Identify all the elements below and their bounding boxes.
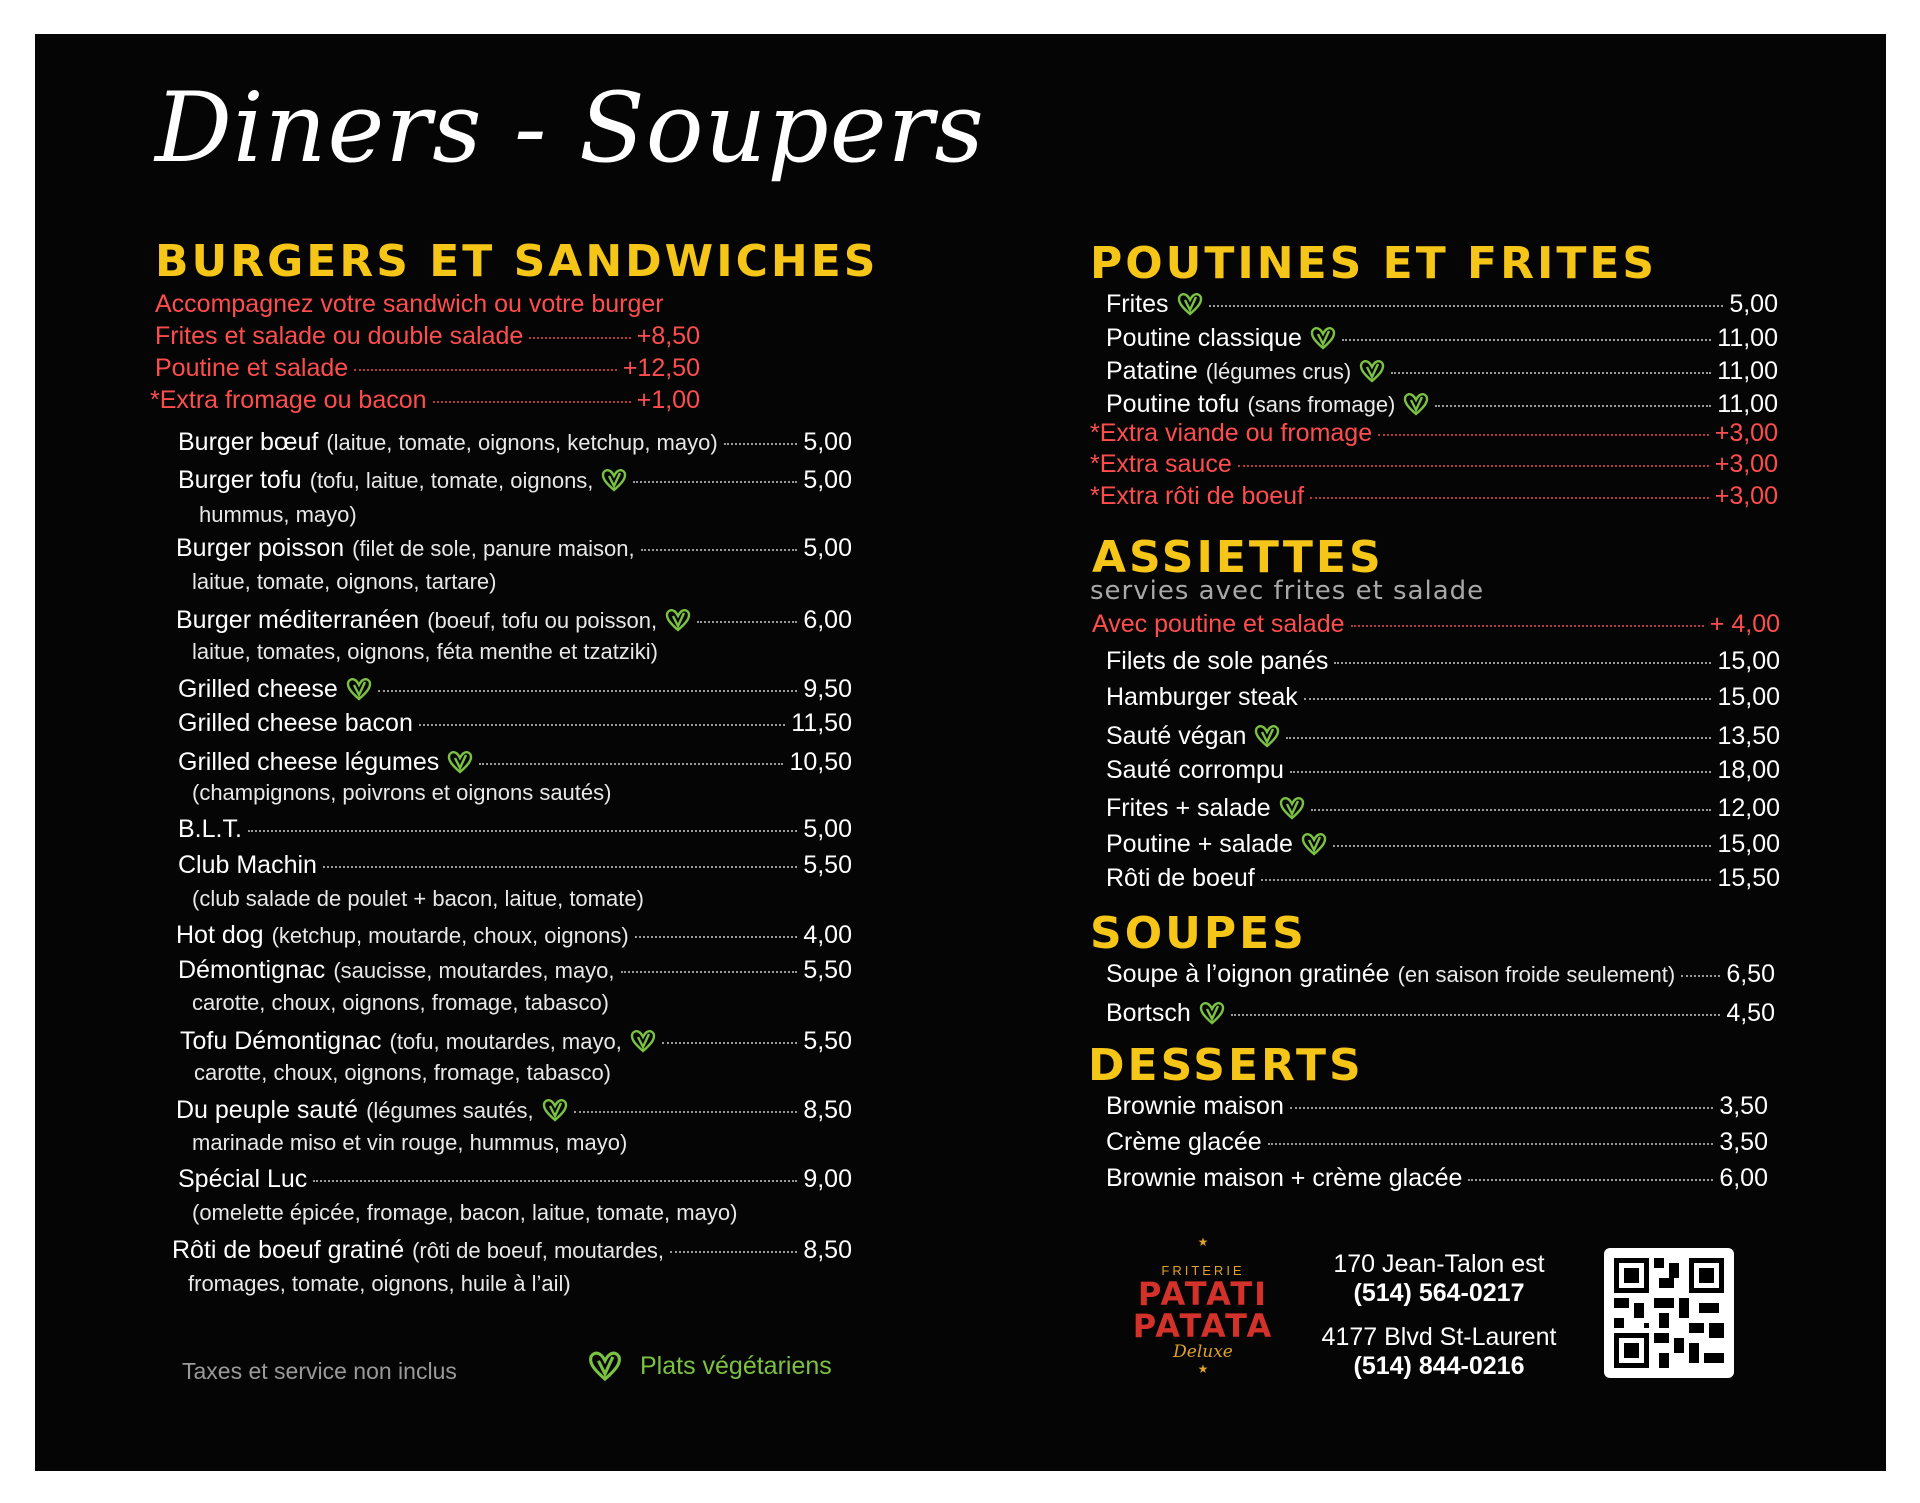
menu-item (1106, 1164, 1768, 1193)
leader-dots (621, 971, 798, 973)
item-price: 5,50 (803, 851, 852, 879)
menu-item (1106, 647, 1780, 676)
leader-dots (1261, 879, 1712, 881)
vegetarian-heart-icon (1359, 359, 1385, 383)
item-name: Spécial Luc (178, 1165, 308, 1193)
item-price: 5,00 (803, 815, 852, 843)
leader-dots (354, 369, 617, 371)
item-name: Poutine classique (1106, 324, 1302, 352)
leader-dots (248, 830, 797, 832)
leader-dots (697, 621, 797, 623)
item-description: (sans fromage) (1247, 392, 1396, 417)
soupes-heading: SOUPES (1090, 908, 1307, 959)
item-price: 11,50 (791, 709, 852, 737)
item-name: *Extra sauce (1090, 450, 1232, 478)
item-price: 4,00 (803, 921, 852, 949)
extra-item (1090, 450, 1778, 479)
item-price: 8,50 (803, 1236, 852, 1264)
item-price: 15,50 (1717, 864, 1780, 892)
vegetarian-heart-icon (447, 750, 473, 774)
item-description-continued: laitue, tomates, oignons, féta menthe et tzatziki) (192, 639, 658, 664)
leader-dots (1286, 737, 1711, 739)
leader-dots (1304, 698, 1712, 700)
item-price: 13,50 (1717, 722, 1780, 750)
item-name: *Extra fromage ou bacon (150, 386, 427, 414)
leader-dots (662, 1042, 797, 1044)
menu-item (178, 709, 852, 738)
leader-dots (378, 690, 798, 692)
menu-item (180, 1025, 852, 1056)
location-2 (1299, 1323, 1579, 1381)
item-name: Sauté végan (1106, 722, 1247, 750)
star-icon: ★ (1197, 1235, 1209, 1249)
location-address: 170 Jean-Talon est (1333, 1250, 1545, 1278)
item-description-continued: (omelette épicée, fromage, bacon, laitue, tomate, mayo) (192, 1200, 738, 1225)
item-name: Démontignac (178, 956, 326, 984)
item-price: 11,00 (1717, 324, 1778, 352)
menu-item (176, 534, 852, 563)
item-price: 6,50 (1726, 960, 1775, 988)
item-price: 15,00 (1717, 647, 1780, 675)
item-price: 10,50 (789, 748, 852, 776)
item-price: 6,00 (1719, 1164, 1768, 1192)
item-name: Tofu Démontignac (180, 1027, 382, 1055)
item-name: *Extra rôti de boeuf (1090, 482, 1305, 510)
item-name: B.L.T. (178, 815, 242, 843)
item-name: Burger bœuf (178, 428, 319, 456)
leader-dots (1391, 372, 1711, 374)
item-description-continued: marinade miso et vin rouge, hummus, mayo) (192, 1130, 628, 1155)
item-name: Du peuple sauté (176, 1096, 359, 1124)
item-description: (tofu, laitue, tomate, oignons, (309, 468, 594, 493)
extra-item (155, 354, 700, 383)
item-name: Poutine et salade (155, 354, 349, 382)
menu-item (176, 604, 852, 635)
burgers-heading: BURGERS ET SANDWICHES (155, 236, 879, 287)
menu-item (1106, 756, 1780, 785)
item-name: Patatine (1106, 357, 1198, 385)
item-price: +3,00 (1714, 450, 1778, 478)
item-name: Avec poutine et salade (1092, 610, 1345, 638)
item-price: 11,00 (1717, 357, 1778, 385)
item-price: 12,00 (1717, 794, 1780, 822)
leader-dots (1231, 1014, 1721, 1016)
item-price: 3,50 (1719, 1092, 1768, 1120)
vegetarian-heart-icon (1310, 326, 1336, 350)
extra-item (155, 322, 700, 351)
vegetarian-heart-icon (1254, 724, 1280, 748)
leader-dots (641, 549, 798, 551)
assiettes-subheading: servies avec frites et salade (1090, 576, 1485, 606)
location-phone: (514) 564-0217 (1353, 1279, 1525, 1307)
friterie-logo (1118, 1235, 1288, 1385)
item-price: 3,50 (1719, 1128, 1768, 1156)
burgers-intro: Accompagnez votre sandwich ou votre burger (155, 290, 664, 318)
menu-item (178, 673, 852, 704)
item-name: Rôti de boeuf (1106, 864, 1255, 892)
item-name: Hot dog (176, 921, 264, 949)
leader-dots (574, 1111, 798, 1113)
menu-item (1106, 997, 1775, 1028)
leader-dots (1238, 465, 1709, 467)
item-price: 5,00 (803, 466, 852, 494)
menu-item (1106, 683, 1780, 712)
menu-item (178, 428, 852, 457)
item-price: 18,00 (1717, 756, 1780, 784)
assiettes-heading: ASSIETTES (1092, 532, 1384, 583)
logo-line2: PATATA (1132, 1307, 1274, 1345)
menu-title: Diners - Soupers (155, 72, 985, 184)
leader-dots (1310, 497, 1709, 499)
item-name: Club Machin (178, 851, 317, 879)
item-price: 15,00 (1717, 830, 1780, 858)
leader-dots (1209, 305, 1724, 307)
item-price: +12,50 (622, 354, 700, 382)
poutines-heading: POUTINES ET FRITES (1090, 238, 1658, 289)
vegetarian-heart-icon (665, 608, 691, 632)
menu-item (1106, 1092, 1768, 1121)
item-price: 8,50 (803, 1096, 852, 1124)
item-price: 11,00 (1717, 390, 1778, 418)
item-price: +8,50 (636, 322, 700, 350)
item-name: Brownie maison + crème glacée (1106, 1164, 1463, 1192)
vegetarian-heart-icon (630, 1029, 656, 1053)
vegetarian-heart-icon (346, 677, 372, 701)
item-price: +1,00 (636, 386, 700, 414)
leader-dots (479, 763, 783, 765)
item-price: + 4,00 (1709, 610, 1780, 638)
item-price: 5,50 (803, 1027, 852, 1055)
item-description: (légumes crus) (1205, 359, 1352, 384)
leader-dots (1334, 662, 1711, 664)
extra-item (1092, 610, 1780, 639)
extra-item (150, 386, 700, 415)
logo-script: Deluxe (1173, 1342, 1233, 1362)
menu-item (176, 1094, 852, 1125)
leader-dots (1290, 771, 1712, 773)
item-name: Crème glacée (1106, 1128, 1262, 1156)
menu-item (1106, 355, 1778, 386)
vegetarian-heart-icon (1279, 796, 1305, 820)
leader-dots (1268, 1143, 1714, 1145)
item-price: 15,00 (1717, 683, 1780, 711)
item-price: 5,50 (803, 956, 852, 984)
item-description-continued: carotte, choux, oignons, fromage, tabasco) (192, 990, 610, 1015)
menu-item (1106, 792, 1780, 823)
vegetarian-heart-icon (1301, 832, 1327, 856)
item-description: (en saison froide seulement) (1397, 962, 1676, 987)
item-name: Filets de sole panés (1106, 647, 1329, 675)
vegetarian-heart-icon (542, 1098, 568, 1122)
leader-dots (433, 401, 631, 403)
item-name: Soupe à l’oignon gratinée (1106, 960, 1390, 988)
item-price: 5,00 (803, 534, 852, 562)
item-name: *Extra viande ou fromage (1090, 419, 1373, 447)
leader-dots (323, 866, 797, 868)
item-description-continued: hummus, mayo) (199, 502, 357, 527)
item-description: (laitue, tomate, oignons, ketchup, mayo) (326, 430, 718, 455)
location-1 (1299, 1250, 1579, 1308)
vegetarian-heart-icon (1177, 292, 1203, 316)
menu-item (1106, 960, 1775, 989)
leader-dots (724, 443, 798, 445)
item-name: Poutine + salade (1106, 830, 1293, 858)
item-price: +3,00 (1714, 482, 1778, 510)
item-name: Grilled cheese légumes (178, 748, 440, 776)
item-description-continued: fromages, tomate, oignons, huile à l’ail) (188, 1271, 571, 1296)
extra-item (1090, 482, 1778, 511)
vegetarian-legend-label: Plats végétariens (640, 1351, 832, 1380)
leader-dots (1468, 1179, 1713, 1181)
item-name: Burger tofu (178, 466, 302, 494)
menu-item (1106, 864, 1780, 893)
item-description-continued: carotte, choux, oignons, fromage, tabasco) (194, 1060, 612, 1085)
item-name: Frites et salade ou double salade (155, 322, 524, 350)
menu-item (178, 815, 852, 844)
vegetarian-heart-icon (1199, 1001, 1225, 1025)
menu-item (1106, 322, 1778, 353)
item-description: (ketchup, moutarde, choux, oignons) (271, 923, 629, 948)
menu-item (178, 464, 852, 495)
logo-line1: PATATI (1137, 1275, 1269, 1313)
menu-item (178, 956, 852, 985)
vegetarian-heart-icon (1403, 392, 1429, 416)
leader-dots (1435, 405, 1711, 407)
item-price: +3,00 (1714, 419, 1778, 447)
item-price: 5,00 (803, 428, 852, 456)
leader-dots (1342, 339, 1711, 341)
item-description: (filet de sole, panure maison, (352, 536, 635, 561)
leader-dots (1311, 809, 1712, 811)
vegetarian-heart-icon (601, 468, 627, 492)
desserts-heading: DESSERTS (1088, 1040, 1364, 1091)
menu-item (1106, 720, 1780, 751)
item-description-continued: (club salade de poulet + bacon, laitue, tomate) (192, 886, 644, 911)
taxes-note: Taxes et service non inclus (182, 1358, 457, 1384)
item-name: Grilled cheese (178, 675, 338, 703)
item-price: 6,00 (803, 606, 852, 634)
item-name: Frites (1106, 290, 1169, 318)
star-icon: ★ (1197, 1362, 1209, 1376)
leader-dots (670, 1251, 797, 1253)
vegetarian-legend (588, 1350, 832, 1382)
item-name: Poutine tofu (1106, 390, 1240, 418)
item-description-continued: (champignons, poivrons et oignons sautés) (192, 780, 612, 805)
extra-item (1090, 419, 1778, 448)
leader-dots (1333, 845, 1711, 847)
item-name: Hamburger steak (1106, 683, 1298, 711)
item-description: (tofu, moutardes, mayo, (389, 1029, 622, 1054)
menu-item (1106, 828, 1780, 859)
menu-item (1106, 288, 1778, 319)
item-price: 9,50 (803, 675, 852, 703)
qr-code-icon (1604, 1248, 1734, 1378)
item-name: Rôti de boeuf gratiné (172, 1236, 405, 1264)
menu-item (178, 851, 852, 880)
item-name: Frites + salade (1106, 794, 1271, 822)
item-price: 4,50 (1726, 999, 1775, 1027)
item-name: Grilled cheese bacon (178, 709, 413, 737)
item-name: Bortsch (1106, 999, 1191, 1027)
leader-dots (633, 481, 797, 483)
leader-dots (419, 724, 785, 726)
location-phone: (514) 844-0216 (1353, 1352, 1525, 1380)
item-name: Sauté corrompu (1106, 756, 1284, 784)
leader-dots (313, 1180, 797, 1182)
item-description: (rôti de boeuf, moutardes, (412, 1238, 665, 1263)
location-address: 4177 Blvd St-Laurent (1321, 1323, 1557, 1351)
item-name: Brownie maison (1106, 1092, 1284, 1120)
logo-small-text: FRITERIE (1161, 1263, 1245, 1278)
menu-item (176, 921, 852, 950)
menu-item (178, 746, 852, 777)
leader-dots (1681, 975, 1720, 977)
menu-item (178, 1165, 852, 1194)
leader-dots (1378, 434, 1709, 436)
item-description-continued: laitue, tomate, oignons, tartare) (192, 569, 497, 594)
leader-dots (1351, 625, 1704, 627)
item-price: 5,00 (1729, 290, 1778, 318)
menu-item (1106, 388, 1778, 419)
menu-item (1106, 1128, 1768, 1157)
item-name: Burger méditerranéen (176, 606, 420, 634)
item-description: (saucisse, moutardes, mayo, (333, 958, 615, 983)
item-price: 9,00 (803, 1165, 852, 1193)
leader-dots (1290, 1107, 1713, 1109)
heart-icon (588, 1350, 622, 1382)
item-description: (boeuf, tofu ou poisson, (427, 608, 658, 633)
item-description: (légumes sautés, (366, 1098, 534, 1123)
item-name: Burger poisson (176, 534, 345, 562)
leader-dots (529, 337, 630, 339)
menu-item (172, 1236, 852, 1265)
leader-dots (635, 936, 798, 938)
